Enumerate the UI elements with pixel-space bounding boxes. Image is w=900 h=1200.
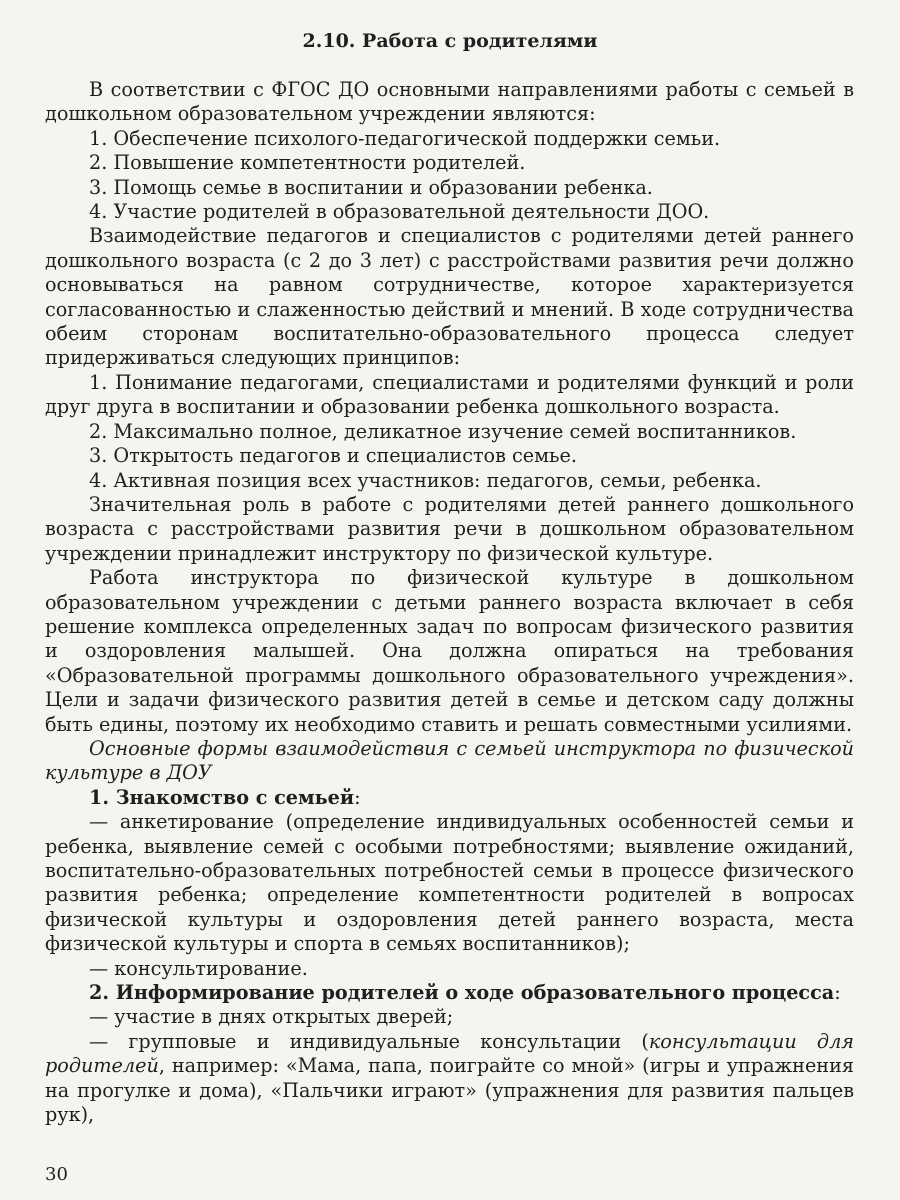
section2-colon: : [834, 981, 841, 1005]
role-paragraph: Значительная роль в работе с родителями детей раннего дошкольного возраста с расстройствами развития речи в дошкольном образовательном учреждении принадлежит инструктору по физической культуре. [45, 492, 854, 565]
interaction-paragraph: Взаимодействие педагогов и специалистов с родителями детей раннего дошкольного возраста (с 2 до 3 лет) с расстройствами развития речи должно основываться на равном сотрудничестве, которое характеризуется согласованностью и слаженностью действий и мнений. В ходе сотрудничества обеим сторонам воспитательно-образовательного процесса следует придерживаться следующих принципов: [45, 224, 854, 370]
section2-item-italic: консультации для родителей [45, 1029, 855, 1078]
principle-item: 1. Понимание педагогами, специалистами и родителями функций и роли друг друга в воспитании и образовании ребенка дошкольного возраста. [45, 370, 854, 419]
document-body [45, 78, 854, 1127]
principle-item: 3. Открытость педагогов и специалистов семье. [89, 444, 577, 468]
section2-item-text-end: , например: «Мама, папа, поиграйте со мной» (игры и упражнения на прогулке и дома), «Пальчики играют» (упражнения для развития пальцев рук), [45, 1054, 854, 1127]
section1-item: — консультирование. [89, 956, 308, 980]
direction-item: 3. Помощь семье в воспитании и образовании ребенка. [89, 175, 653, 199]
section2-heading-line [45, 981, 854, 1005]
section1-colon: : [354, 785, 361, 809]
section2-item: — участие в днях открытых дверей; [89, 1005, 454, 1029]
section1-item: — анкетирование (определение индивидуальных особенностей семьи и ребенка, выявление семей с особыми потребностями; выявление ожиданий, воспитательно-образовательных потребностей семьи в процессе физического развития ребенка; определение компетентности родителей в вопросах физической культуры и оздоровления детей раннего возраста, места физической культуры и спорта в семьях воспитанников); [45, 810, 854, 956]
section-title: 2.10. Работа с родителями [302, 30, 598, 52]
section2-item-text: — групповые и индивидуальные консультации ( [89, 1029, 649, 1053]
direction-item: 2. Повышение компетентности родителей. [89, 151, 526, 175]
instructor-paragraph: Работа инструктора по физической культуре в дошкольном образовательном учреждении с детьми раннего возраста включает в себя решение комплекса определенных задач по вопросам физического развития и оздоровления малышей. Она должна опираться на требования «Образовательной программы дошкольного образовательного учреждения». Цели и задачи физического развития детей в семье и детском саду должны быть едины, поэтому их необходимо ставить и решать совместными усилиями. [45, 566, 854, 736]
intro-paragraph: В соответствии с ФГОС ДО основными направлениями работы с семьей в дошкольном образовательном учреждении являются: [45, 78, 854, 126]
page-number: 30 [45, 1164, 68, 1185]
direction-item: 1. Обеспечение психолого-педагогической поддержки семьи. [89, 126, 721, 150]
principle-item: 4. Активная позиция всех участников: педагогов, семьи, ребенка. [89, 468, 762, 492]
section1-heading-line [45, 786, 854, 810]
section2-heading: 2. Информирование родителей о ходе образовательного процесса [89, 981, 835, 1005]
principle-item: 2. Максимально полное, деликатное изучение семей воспитанников. [89, 419, 797, 443]
direction-item: 4. Участие родителей в образовательной деятельности ДОО. [89, 200, 710, 224]
section1-heading: 1. Знакомство с семьей [89, 785, 355, 809]
section2-item [45, 1030, 854, 1128]
forms-heading: Основные формы взаимодействия с семьей инструктора по физической культуре в ДОУ [45, 736, 854, 785]
